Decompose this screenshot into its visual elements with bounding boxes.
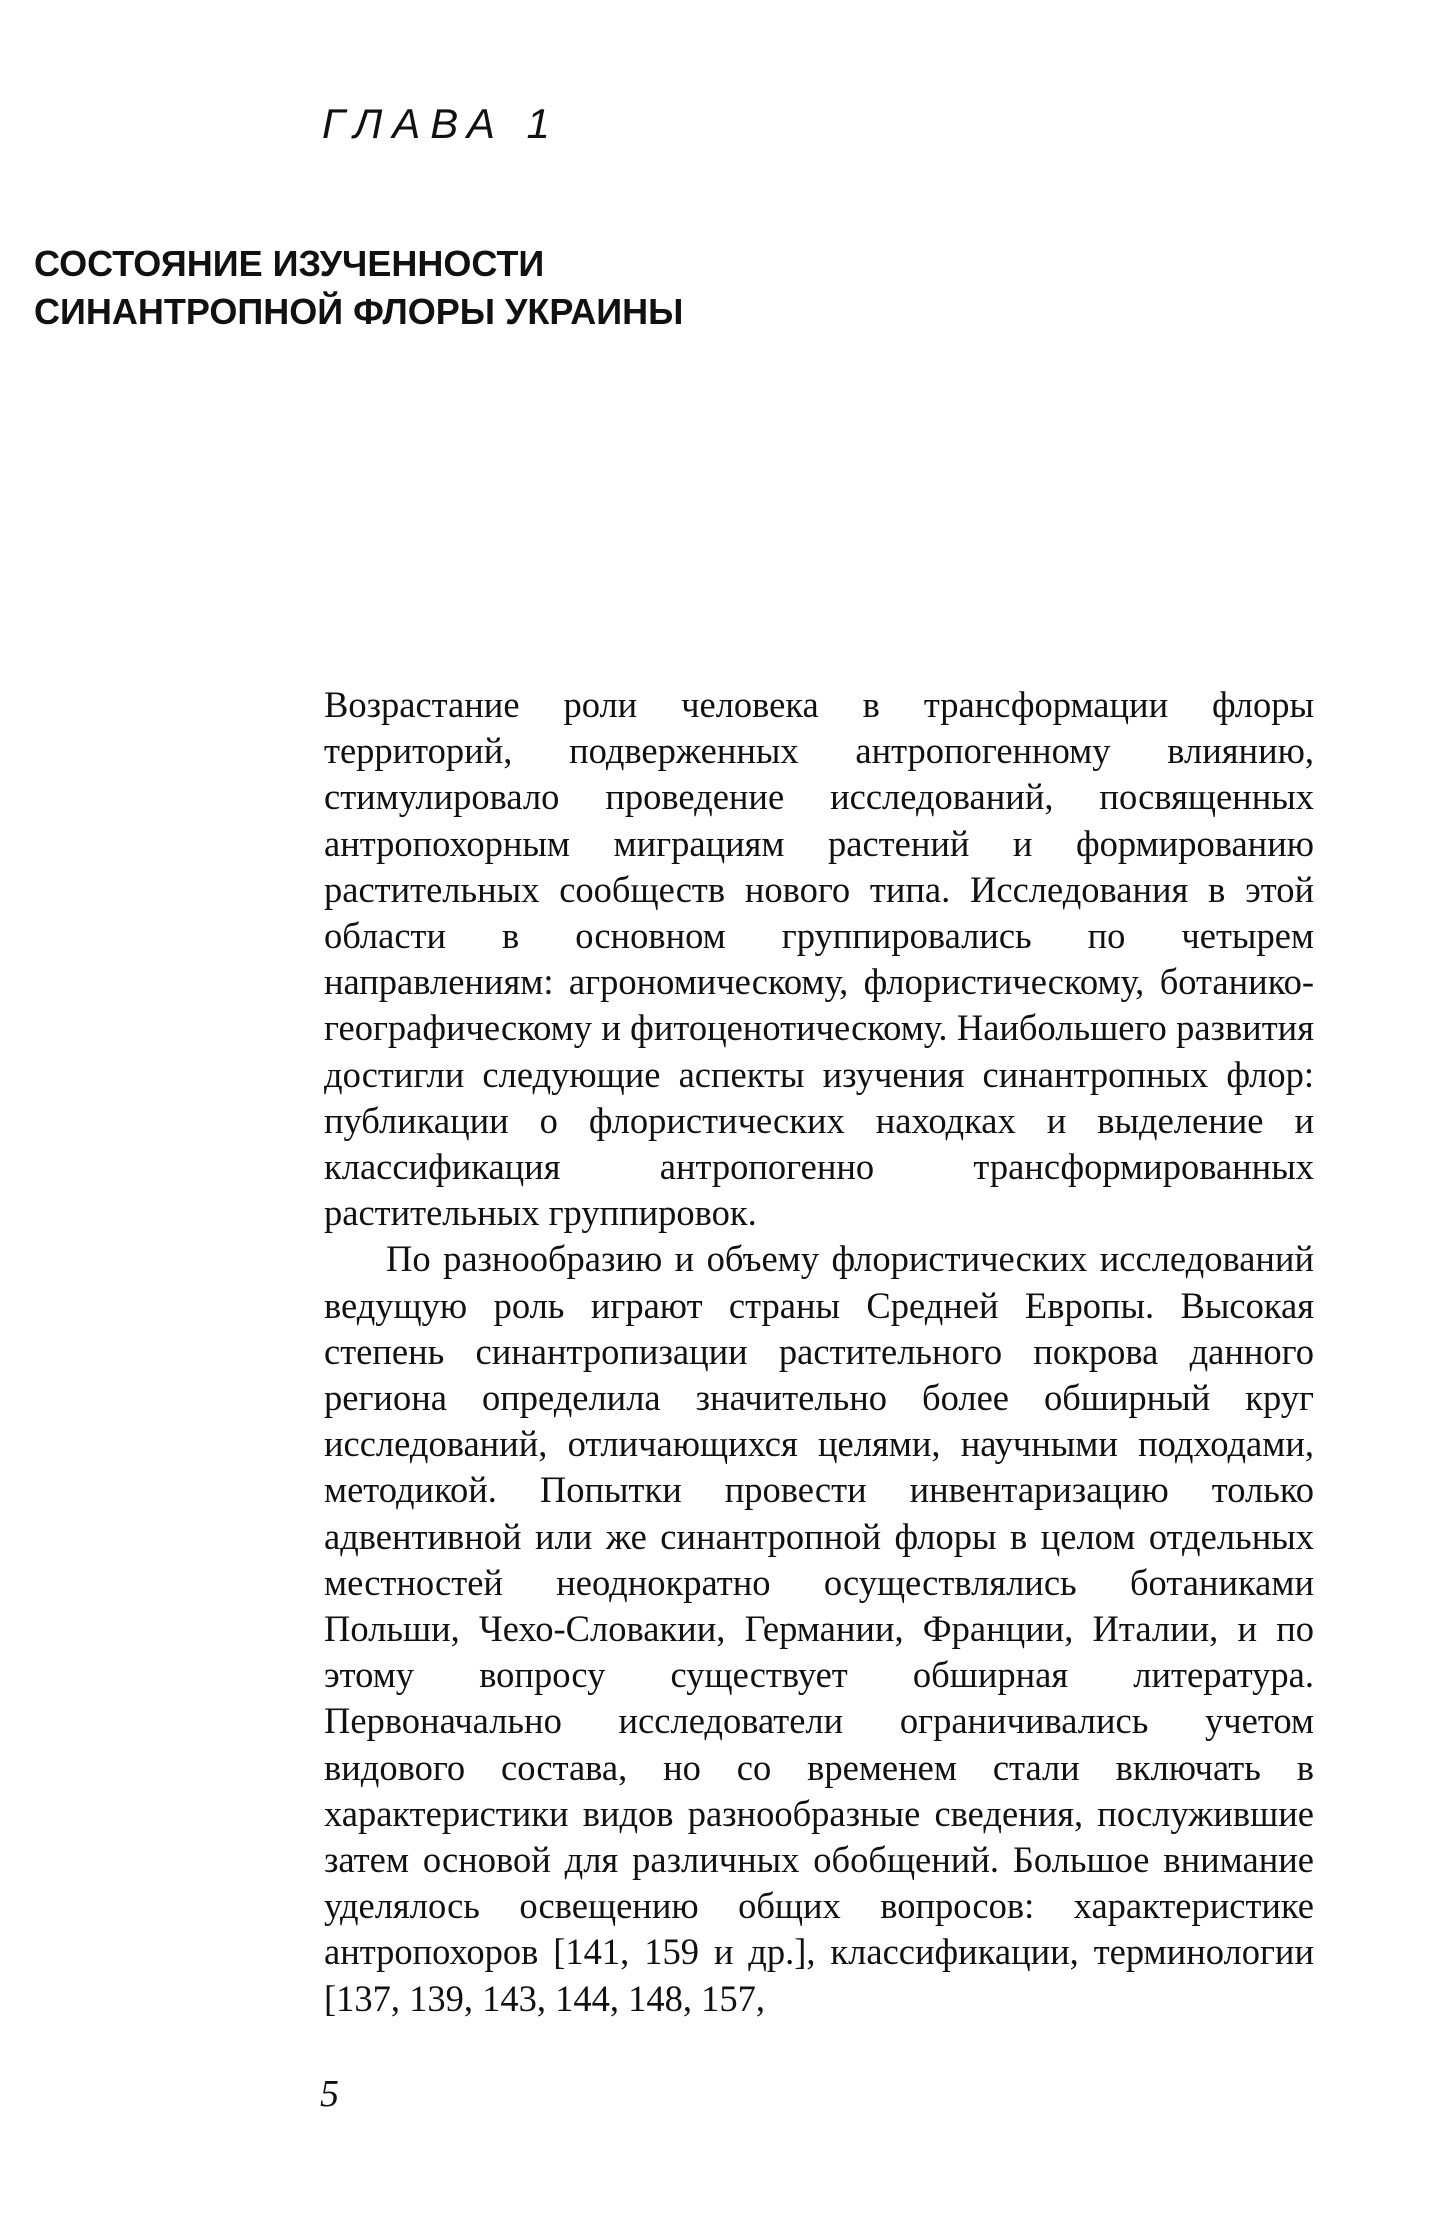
paragraph-1: Возрастание роли человека в трансформации флоры территорий, подверженных антропогенному влиянию, стимулировало проведение исследований, посвященных антропохорным миграциям растений и формированию растительных сообществ нового типа. Исследования в этой области в основном группировались по четырем направлениям: агрономическому, флористическому, ботанико-географическому и фитоценотическому. Наибольшего развития достигли следующие аспекты изучения синантропных флор: публикации о флористических находках и выделение и классификация антропогенно трансформированных растительных группировок. (324, 684, 1314, 1234)
chapter-title-line-1: СОСТОЯНИЕ ИЗУЧЕННОСТИ (34, 243, 545, 284)
page-number: 5 (320, 2073, 339, 2115)
chapter-label: ГЛАВА 1 (322, 100, 560, 147)
chapter-title-line-2: СИНАНТРОПНОЙ ФЛОРЫ УКРАИНЫ (34, 291, 684, 332)
body-text (324, 682, 1314, 2022)
paragraph-2: По разнообразию и объему флористических исследований ведущую роль играют страны Средней Европы. Высокая степень синантропизации растительного покрова данного региона определила значительно более обширный круг исследований, отличающихся целями, научными подходами, методикой. Попытки провести инвентаризацию только адвентивной или же синантропной флоры в целом отдельных местностей неоднократно осуществлялись ботаниками Польши, Чехо-Словакии, Германии, Франции, Италии, и по этому вопросу существует обширная литература. Первоначально исследователи ограничивались учетом видового состава, но со временем стали включать в характеристики видов разнообразные сведения, послужившие затем основой для различных обобщений. Большое внимание уделялось освещению общих вопросов: характеристике антропохоров [141, 159 и др.], классификации, терминологии [137, 139, 143, 144, 148, 157, (324, 1238, 1314, 2019)
chapter-title (34, 240, 683, 336)
